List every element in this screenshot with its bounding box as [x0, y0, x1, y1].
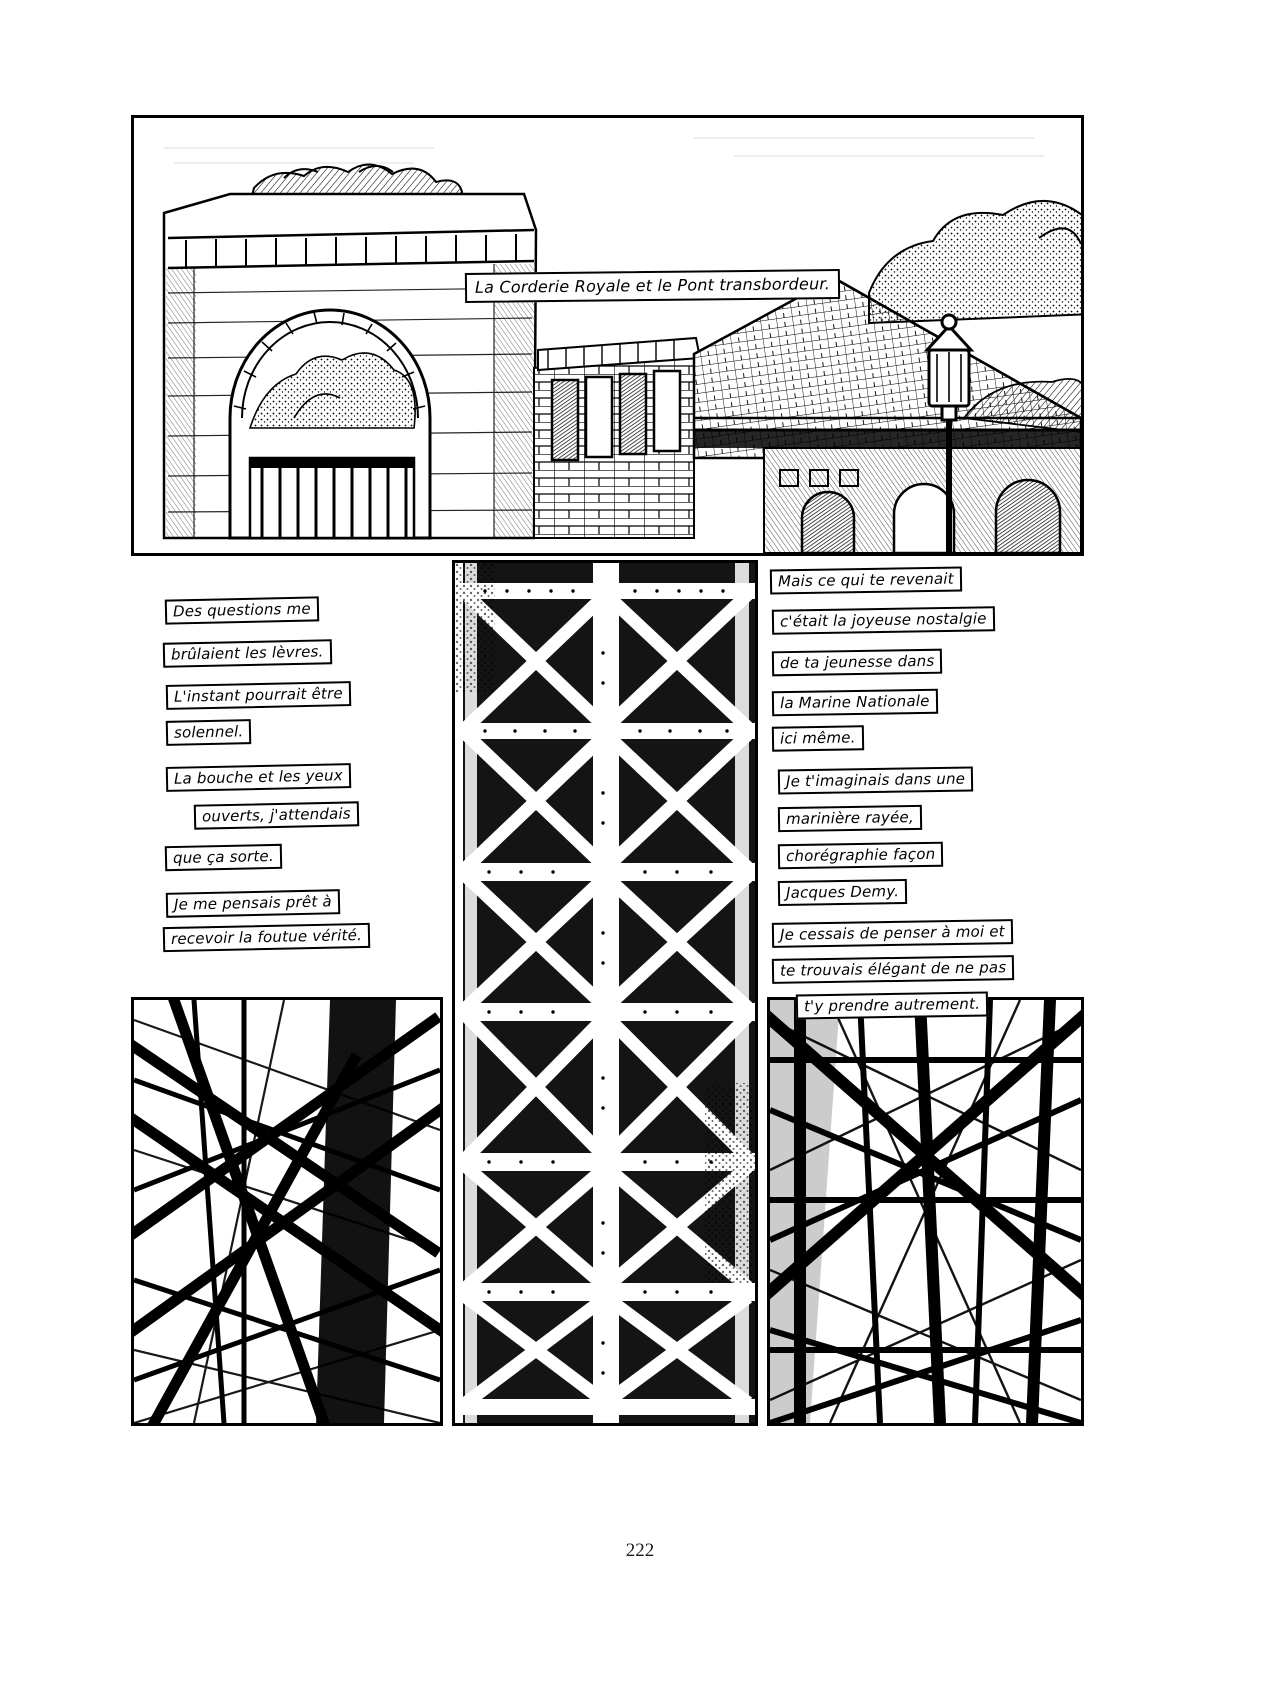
caption-right-1: Mais ce qui te revenait — [770, 566, 962, 594]
caption-left-4: solennel. — [166, 719, 252, 746]
caption-right-8: chorégraphie façon — [778, 842, 944, 870]
caption-left-8: Je me pensais prêt à — [166, 889, 340, 918]
caption-left-5: La bouche et les yeux — [166, 763, 351, 792]
caption-right-6: Je t'imaginais dans une — [778, 766, 974, 794]
caption-right-11: te trouvais élégant de ne pas — [772, 955, 1015, 984]
caption-left-7: que ça sorte. — [165, 844, 282, 872]
caption-left-1: Des questions me — [165, 596, 319, 624]
panel-bottom-left-girders — [131, 997, 443, 1426]
caption-left-3: L'instant pourrait être — [166, 681, 351, 710]
caption-right-5: ici même. — [772, 725, 864, 752]
caption-left-2: brûlaient les lèvres. — [163, 639, 332, 668]
caption-right-2: c'était la joyeuse nostalgie — [772, 606, 995, 635]
panel-top-establishing-shot — [131, 115, 1084, 556]
caption-right-10: Je cessais de penser à moi et — [772, 919, 1013, 948]
middle-panel-artwork — [455, 563, 755, 1423]
caption-right-7: marinière rayée, — [778, 805, 922, 833]
caption-right-12: t'y prendre autrement. — [796, 991, 989, 1019]
caption-title: La Corderie Royale et le Pont transbordeur. — [465, 269, 840, 303]
caption-left-6: ouverts, j'attendais — [194, 801, 359, 830]
caption-right-9: Jacques Demy. — [778, 879, 908, 906]
caption-left-9: recevoir la foutue vérité. — [163, 923, 371, 953]
page-number: 222 — [625, 1540, 655, 1561]
caption-right-3: de ta jeunesse dans — [772, 649, 943, 677]
top-panel-artwork — [134, 118, 1081, 553]
caption-right-4: la Marine Nationale — [772, 689, 938, 717]
panel-bottom-right-girders — [767, 997, 1084, 1426]
panel-middle-bridge-tower — [452, 560, 758, 1426]
bottom-right-artwork — [770, 1000, 1081, 1423]
bottom-left-artwork — [134, 1000, 440, 1423]
